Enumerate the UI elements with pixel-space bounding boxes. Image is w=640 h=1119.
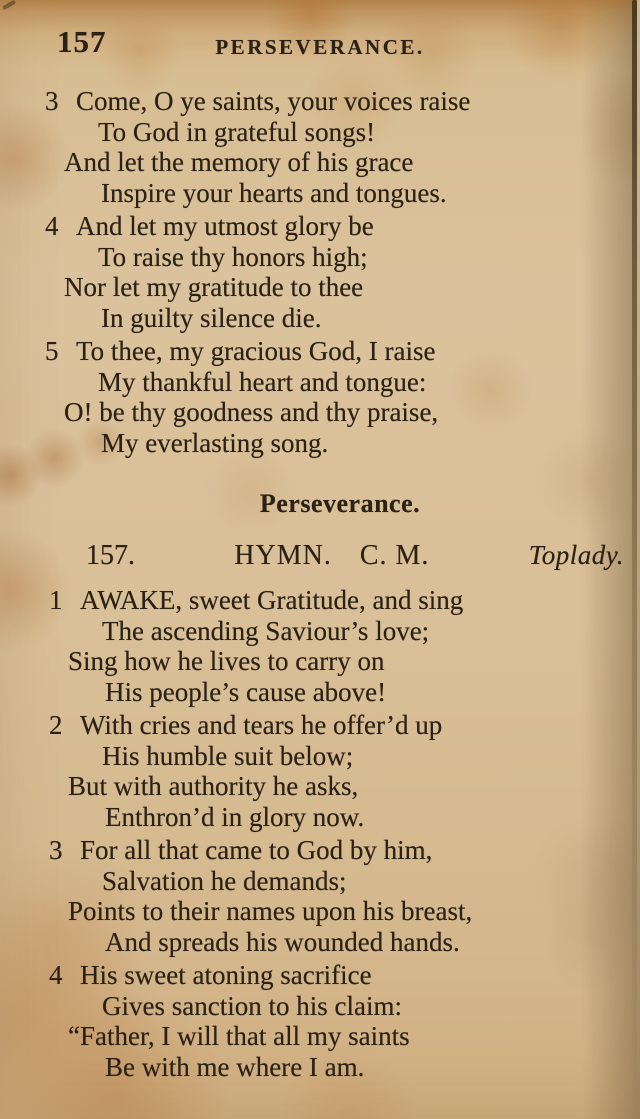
verse (49, 835, 640, 957)
verse-number: 2 (49, 710, 63, 740)
verse-line: The ascending Saviour’s love; (102, 615, 430, 646)
verse-line: “Father, I will that all my saints (68, 1021, 410, 1051)
verse-line: O! be thy goodness and thy praise, (64, 397, 439, 427)
verse-line: To God in grateful songs! (98, 116, 376, 147)
verse-line: Salvation he demands; (102, 865, 347, 896)
verse-line: For all that came to God by him, (80, 835, 433, 865)
verse-line: And let the memory of his grace (64, 147, 414, 177)
hymn-title-group (135, 540, 529, 572)
verse-line: But with authority he asks, (68, 771, 359, 801)
verse-line: My thankful heart and tongue: (98, 366, 427, 397)
verse-line: Inspire your hearts and tongues. (101, 177, 447, 208)
verse-line: Gives sanction to his claim: (102, 990, 402, 1021)
verse-number: 3 (45, 86, 59, 116)
verse-line: His sweet atoning sacrifice (80, 960, 372, 990)
verse (49, 960, 640, 1082)
hymn-title: HYMN. (234, 540, 332, 571)
verse-line: AWAKE, sweet Gratitude, and sing (80, 585, 464, 615)
verse-line: My everlasting song. (101, 427, 329, 458)
hymn-meter: C. M. (359, 540, 430, 571)
verse (49, 710, 640, 832)
verse-line: In guilty silence die. (101, 302, 322, 333)
verse-number: 4 (45, 211, 59, 241)
verse-line: Sing how he lives to carry on (68, 646, 385, 676)
verse-line: Be with me where I am. (105, 1051, 365, 1082)
verse-line: To thee, my gracious God, I raise (76, 336, 436, 366)
hymn-author: Toplady. (528, 540, 624, 570)
verse-line: Enthron’d in glory now. (105, 801, 365, 832)
verse (49, 585, 640, 707)
verse-line: To raise thy honors high; (98, 241, 368, 272)
page-number: 157 (57, 24, 107, 59)
page-corner-mark (2, 0, 16, 10)
verse-number: 5 (45, 336, 59, 366)
verse-line: His humble suit below; (102, 740, 354, 771)
verse-line: Come, O ye saints, your voices raise (76, 86, 471, 116)
hymn-number: 157. (86, 540, 135, 571)
section-heading: Perseverance. (259, 489, 421, 518)
verse-line: With cries and tears he offer’d up (80, 710, 443, 740)
hymn-verses (0, 585, 640, 1085)
verse-line: Points to their names upon his breast, (68, 896, 473, 926)
verse-number: 1 (49, 585, 63, 615)
verse-line: And let my utmost glory be (76, 211, 374, 241)
running-head: PERSEVERANCE. (215, 35, 425, 59)
verse (45, 86, 640, 208)
verse (45, 336, 640, 458)
verse-line: His people’s cause above! (105, 676, 387, 707)
previous-hymn-verses (0, 86, 640, 461)
verse-line: Nor let my gratitude to thee (64, 272, 364, 302)
verse-line: And spreads his wounded hands. (105, 926, 460, 957)
verse-number: 4 (49, 960, 63, 990)
verse (45, 211, 640, 333)
verse-number: 3 (49, 835, 63, 865)
page-header (0, 22, 640, 68)
hymn-header (86, 540, 624, 572)
